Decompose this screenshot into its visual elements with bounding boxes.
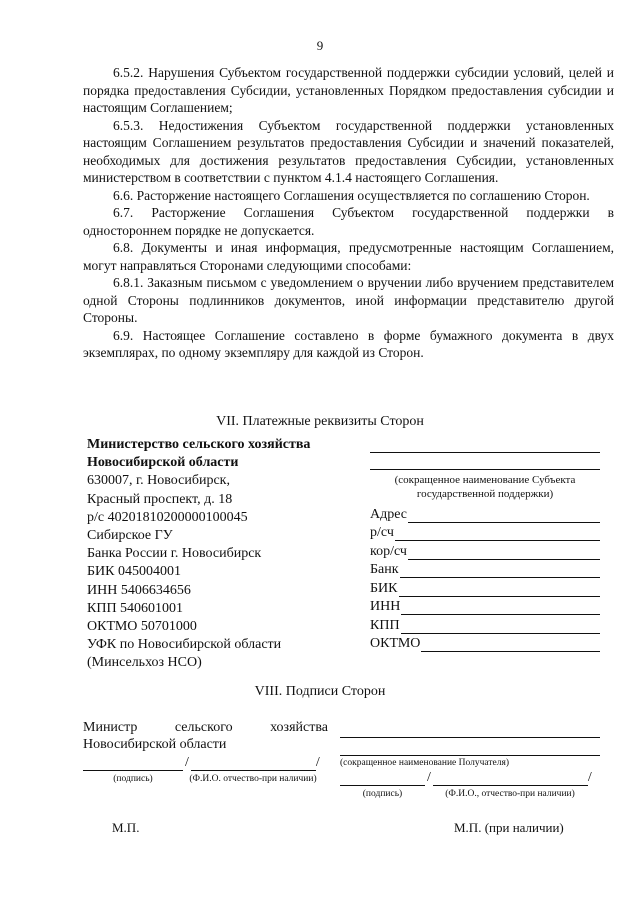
field-corr-account-line[interactable]: [408, 546, 600, 560]
field-kpp-label: КПП: [370, 617, 400, 633]
minister-title-line: [83, 720, 328, 736]
ministry-kpp: КПП 540601001: [87, 600, 184, 616]
ministry-signature-block: [83, 720, 328, 784]
field-account-label: р/сч: [370, 525, 394, 540]
minister-word-2: сельского: [174, 720, 233, 735]
ministry-name-2: Новосибирской области: [87, 455, 239, 471]
paragraph-6-7: 6.7. Расторжение Соглашения Субъектом государственной поддержки в одностороннем порядке не допускается.: [83, 205, 614, 238]
minister-signature-lines: / /: [83, 755, 328, 771]
minister-fio-line[interactable]: [191, 756, 316, 771]
minister-title-region: Новосибирской области: [83, 737, 227, 752]
recipient-fio-line[interactable]: [433, 771, 588, 786]
field-account[interactable]: [370, 523, 600, 542]
paragraph-6-9: 6.9. Настоящее Соглашение составлено в форме бумажного документа в двух экземплярах, по одному экземпляру для каждой из Сторон.: [83, 327, 614, 360]
recipient-signature-lines: / /: [340, 770, 600, 786]
paragraph-6-8-1: 6.8.1. Заказным письмом с уведомлением о вручении либо вручением представителем одной Стороны подлинников документов, иной информации представителю другой Стороны.: [83, 275, 614, 325]
ministry-ufk: УФК по Новосибирской области: [87, 637, 282, 653]
paragraph-6-6: 6.6. Расторжение настоящего Соглашения осуществляется по соглашению Сторон.: [113, 187, 590, 203]
minister-word-3: хозяйства: [270, 720, 328, 735]
field-bik-line[interactable]: [399, 583, 601, 597]
minister-signature-caption: (подпись): [113, 774, 153, 784]
section-7-title: VII. Платежные реквизиты Сторон: [216, 414, 424, 429]
stamp-place-recipient: М.П. (при наличии): [454, 820, 564, 835]
recipient-name-line-2[interactable]: [340, 738, 600, 756]
field-inn-line[interactable]: [401, 601, 600, 615]
field-address-label: Адрес: [370, 506, 408, 522]
subject-name-line-1[interactable]: [370, 436, 600, 453]
recipient-name-line-1[interactable]: [340, 720, 600, 738]
minister-fio-caption: (Ф.И.О. отчество-при наличии): [189, 774, 317, 784]
section-8-title: VIII. Подписи Сторон: [254, 684, 386, 699]
ministry-requisites: [87, 436, 352, 673]
recipient-fio-caption: (Ф.И.О., отчество-при наличии): [445, 789, 575, 799]
field-address[interactable]: [370, 504, 600, 523]
field-bank[interactable]: [370, 560, 600, 579]
recipient-name-note: (сокращенное наименование Получателя): [340, 758, 510, 768]
subject-requisites: [370, 436, 600, 652]
recipient-signature-block: [340, 720, 600, 799]
minister-word-1: Министр: [83, 720, 138, 735]
field-bank-line[interactable]: [400, 564, 600, 578]
paragraph-6-5-3: 6.5.3. Недостижения Субъектом государственной поддержки установленных настоящим Соглашением результатов предоставления Субсидии и значений показателей, необходимых для достижения результатов предоставления Субсидии, установленных министерством в соответствии с пунктом 4.1.4 настоящего Соглашения.: [83, 117, 614, 185]
ministry-name-1: Министерство сельского хозяйства: [87, 437, 311, 452]
subject-name-line-2[interactable]: [370, 453, 600, 470]
field-corr-account-label: кор/сч: [370, 543, 407, 559]
field-bik-label: БИК: [370, 580, 398, 596]
field-bank-label: Банк: [370, 562, 399, 577]
field-inn[interactable]: [370, 597, 600, 616]
field-inn-label: ИНН: [370, 599, 401, 614]
minister-signature-captions: [83, 774, 328, 784]
ministry-address-1: 630007, г. Новосибирск,: [87, 473, 230, 489]
ministry-bank-2: Банка России г. Новосибирск: [87, 546, 262, 562]
field-address-line[interactable]: [408, 509, 600, 523]
ministry-inn: ИНН 5406634656: [87, 582, 191, 598]
recipient-signature-captions: [340, 789, 600, 799]
ministry-oktmo: ОКТМО 50701000: [87, 619, 197, 635]
field-corr-account[interactable]: [370, 541, 600, 560]
page-number: 9: [316, 38, 324, 53]
ministry-bank-1: Сибирское ГУ: [87, 528, 173, 544]
ministry-bik: БИК 045004001: [87, 564, 181, 580]
field-account-line[interactable]: [395, 527, 600, 541]
recipient-signature-line[interactable]: [340, 771, 425, 786]
field-kpp[interactable]: [370, 615, 600, 634]
paragraph-6-5-2: 6.5.2. Нарушения Субъектом государственной поддержки субсидии условий, целей и порядка предоставления Субсидии, установленных Порядком предоставления субсидии и настоящим Соглашением;: [83, 65, 614, 115]
field-oktmo[interactable]: [370, 634, 600, 653]
stamp-place-ministry: М.П.: [112, 820, 140, 835]
field-oktmo-line[interactable]: [421, 638, 600, 652]
ministry-account: р/с 40201810200000100045: [87, 509, 248, 525]
field-bik[interactable]: [370, 578, 600, 597]
ministry-address-2: Красный проспект, д. 18: [87, 491, 233, 507]
field-oktmo-label: ОКТМО: [370, 636, 421, 651]
subject-name-note: (сокращенное наименование Субъекта государственной поддержки): [394, 474, 576, 500]
agreement-body: [83, 64, 614, 362]
field-kpp-line[interactable]: [401, 620, 600, 634]
recipient-signature-caption: (подпись): [362, 789, 403, 799]
minister-signature-line[interactable]: [83, 756, 183, 771]
ministry-ufk-short: (Минсельхоз НСО): [87, 655, 202, 671]
paragraph-6-8: 6.8. Документы и иная информация, предусмотренные настоящим Соглашением, могут направляться Сторонами следующими способами:: [83, 240, 614, 273]
